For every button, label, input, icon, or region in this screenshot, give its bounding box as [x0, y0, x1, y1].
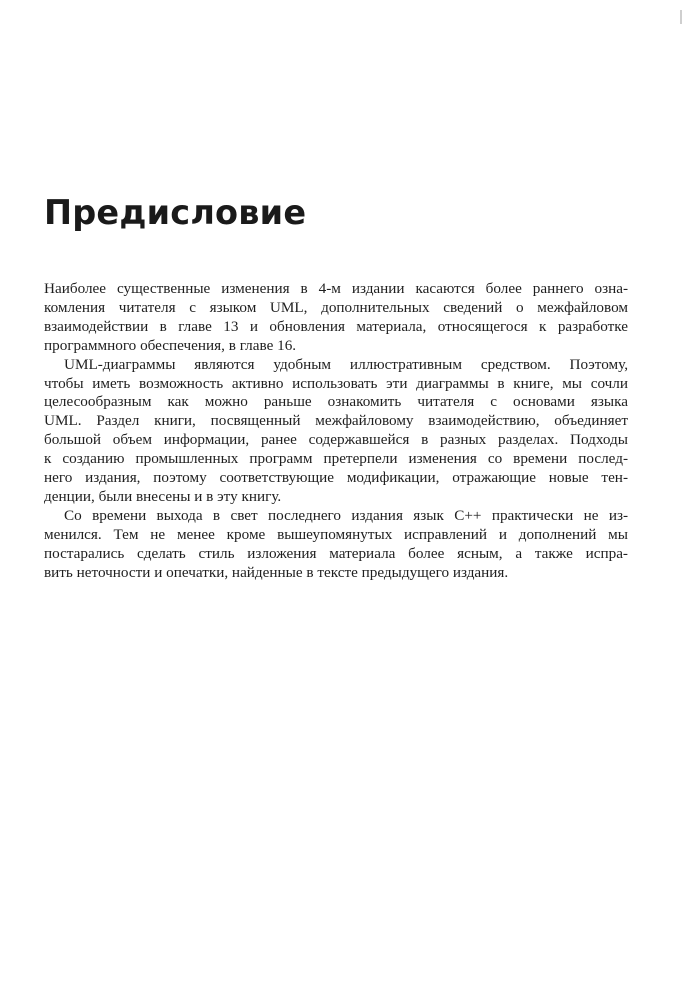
text-line: чтобы иметь возможность активно использовать эти диаграммы в книге, мы сочли: [44, 374, 628, 392]
paragraph-2: [44, 356, 628, 507]
text-line: Наиболее существенные изменения в 4-м издании касаются более раннего озна-: [44, 280, 628, 297]
text-line: менился. Тем не менее кроме вышеупомянутых исправлений и дополнений мы: [44, 525, 628, 543]
text-line: большой объем информации, ранее содержавшейся в разных разделах. Подходы: [44, 431, 628, 449]
text-line: вить неточности и опечатки, найденные в тексте предыдущего издания.: [44, 563, 509, 581]
text-line: него издания, поэтому соответствующие модификации, отражающие новые тен-: [44, 469, 628, 487]
text-line: комления читателя с языком UML, дополнительных сведений о межфайловом: [44, 298, 628, 316]
body-text: [44, 280, 628, 583]
paragraph-3: [44, 507, 628, 583]
page-title: Предисловие: [44, 193, 307, 232]
text-line: взаимодействии в главе 13 и обновления материала, относящегося к разработке: [44, 317, 628, 335]
text-line: постарались сделать стиль изложения материала более ясным, а также испра-: [44, 544, 628, 562]
paragraph-1: [44, 280, 628, 356]
text-line: целесообразным как можно раньше ознакомить читателя с основами языка: [44, 393, 628, 411]
text-line: программного обеспечения, в главе 16.: [44, 336, 297, 354]
text-line: Со времени выхода в свет последнего издания язык С++ практически не из-: [64, 506, 628, 524]
text-line: UML. Раздел книги, посвященный межфайловому взаимодействию, объединяет: [44, 412, 628, 430]
text-line: к созданию промышленных программ претерпели изменения со времени послед-: [44, 450, 628, 468]
text-line: UML-диаграммы являются удобным иллюстративным средством. Поэтому,: [64, 355, 628, 373]
text-line: денции, были внесены и в эту книгу.: [44, 487, 282, 505]
